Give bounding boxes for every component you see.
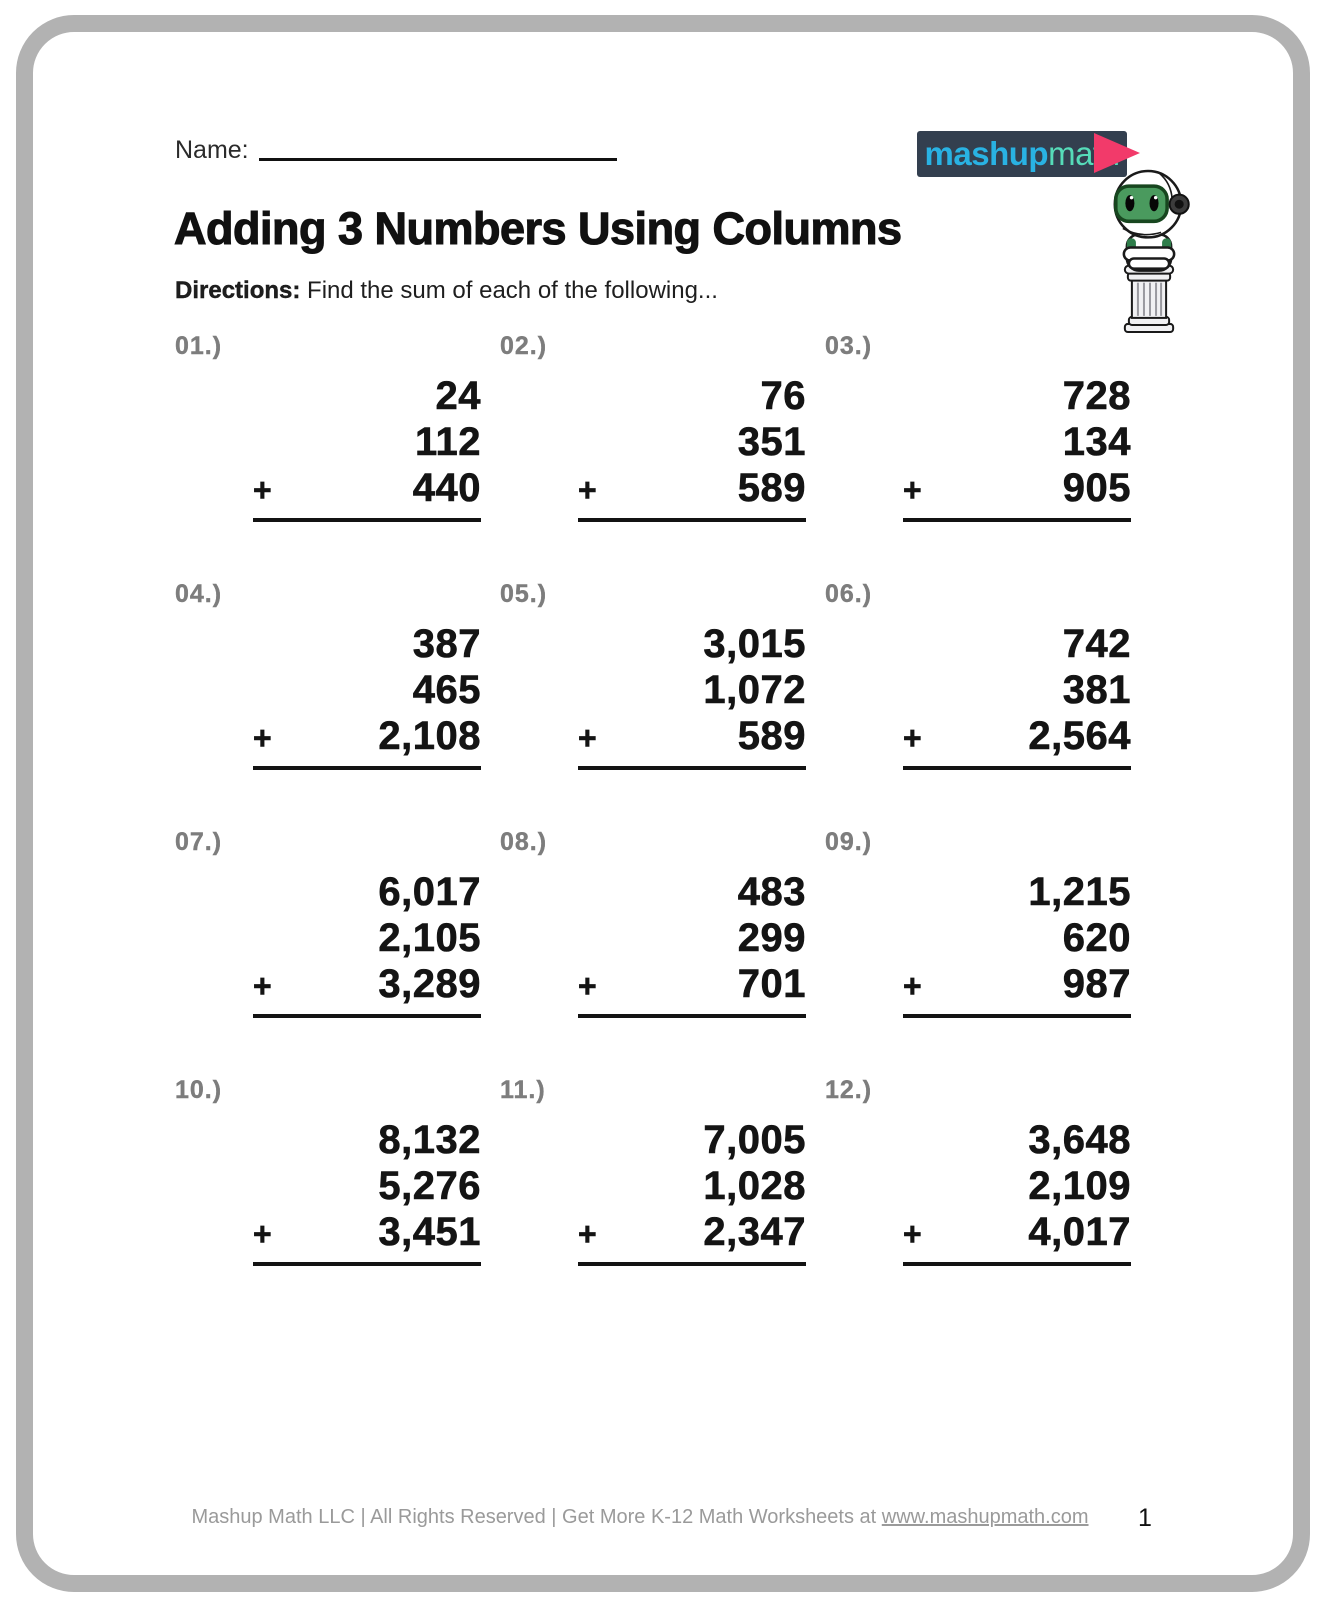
problem-cell — [175, 828, 500, 1076]
problem-body — [903, 869, 1131, 1018]
sum-line-row — [578, 1209, 806, 1266]
addend-3: 3,289 — [378, 962, 481, 1006]
addend-2: 351 — [737, 420, 806, 464]
problem-number: 09.) — [825, 828, 873, 856]
addend-1: 76 — [760, 374, 806, 418]
problem-body — [903, 373, 1131, 522]
problem-number: 05.) — [500, 580, 548, 608]
sum-line-row — [253, 713, 481, 770]
footer — [60, 1506, 1220, 1529]
addend-3: 987 — [1062, 962, 1131, 1006]
addend-2: 2,109 — [1028, 1164, 1131, 1208]
problem-cell — [825, 580, 1150, 828]
addend-3: 2,347 — [703, 1210, 806, 1254]
addend-3: 701 — [737, 962, 806, 1006]
name-label: Name: — [175, 136, 249, 164]
addend-1: 24 — [435, 374, 481, 418]
plus-operator: + — [578, 472, 597, 508]
problem-number: 07.) — [175, 828, 223, 856]
plus-operator: + — [578, 968, 597, 1004]
addend-2: 1,028 — [703, 1164, 806, 1208]
problems-grid — [175, 332, 1150, 1324]
addend-2: 5,276 — [378, 1164, 481, 1208]
plus-operator: + — [578, 1216, 597, 1252]
name-input-line[interactable] — [259, 158, 617, 161]
addend-1: 483 — [737, 870, 806, 914]
addend-3: 3,451 — [378, 1210, 481, 1254]
plus-operator: + — [253, 472, 272, 508]
name-row — [175, 136, 617, 165]
footer-text: Mashup Math LLC | All Rights Reserved | Get More K-12 Math Worksheets at — [191, 1506, 882, 1528]
problem-body — [903, 621, 1131, 770]
problem-number: 10.) — [175, 1076, 223, 1104]
problem-number: 01.) — [175, 332, 223, 360]
addend-2: 299 — [737, 916, 806, 960]
play-triangle-icon — [1094, 133, 1140, 173]
logo-text-math: math — [1048, 135, 1120, 172]
addend-3: 905 — [1062, 466, 1131, 510]
sum-line-row — [903, 465, 1131, 522]
sum-line-row — [578, 713, 806, 770]
problem-number: 06.) — [825, 580, 873, 608]
problem-number: 04.) — [175, 580, 223, 608]
plus-operator: + — [903, 472, 922, 508]
problem-body — [578, 869, 806, 1018]
problem-cell — [500, 1076, 825, 1324]
addend-1: 7,005 — [703, 1118, 806, 1162]
addend-1: 1,215 — [1028, 870, 1131, 914]
problem-number: 12.) — [825, 1076, 873, 1104]
directions — [175, 277, 718, 305]
problem-body — [578, 373, 806, 522]
problem-body — [253, 373, 481, 522]
problem-body — [903, 1117, 1131, 1266]
footer-link[interactable]: www.mashupmath.com — [881, 1506, 1089, 1528]
robot-head — [1115, 171, 1189, 237]
addend-2: 2,105 — [378, 916, 481, 960]
plus-operator: + — [253, 720, 272, 756]
addend-1: 6,017 — [378, 870, 481, 914]
addend-2: 381 — [1062, 668, 1131, 712]
plus-operator: + — [903, 1216, 922, 1252]
problem-body — [253, 621, 481, 770]
robot-mascot-icon — [1098, 168, 1200, 334]
problem-body — [578, 1117, 806, 1266]
addend-1: 728 — [1062, 374, 1131, 418]
plus-operator: + — [903, 720, 922, 756]
sum-line-row — [903, 961, 1131, 1018]
problem-cell — [175, 332, 500, 580]
plus-operator: + — [253, 968, 272, 1004]
problem-number: 02.) — [500, 332, 548, 360]
problem-cell — [500, 580, 825, 828]
addend-3: 2,564 — [1028, 714, 1131, 758]
problem-cell — [825, 332, 1150, 580]
robot-body — [1124, 234, 1174, 270]
sum-line-row — [903, 1209, 1131, 1266]
sum-line-row — [578, 465, 806, 522]
directions-text: Find the sum of each of the following... — [307, 277, 718, 304]
problem-number: 11.) — [500, 1076, 546, 1104]
addend-3: 4,017 — [1028, 1210, 1131, 1254]
addend-3: 440 — [412, 466, 481, 510]
problem-number: 08.) — [500, 828, 548, 856]
addend-1: 3,648 — [1028, 1118, 1131, 1162]
problem-body — [253, 1117, 481, 1266]
addend-1: 387 — [412, 622, 481, 666]
addend-3: 589 — [737, 714, 806, 758]
plus-operator: + — [253, 1216, 272, 1252]
directions-label: Directions: — [175, 277, 301, 304]
addend-2: 465 — [412, 668, 481, 712]
sum-line-row — [253, 961, 481, 1018]
addend-2: 134 — [1062, 420, 1131, 464]
addend-2: 112 — [414, 420, 481, 464]
addend-1: 3,015 — [703, 622, 806, 666]
problem-number: 03.) — [825, 332, 873, 360]
addend-1: 742 — [1062, 622, 1131, 666]
problem-body — [578, 621, 806, 770]
problem-cell — [825, 828, 1150, 1076]
problem-cell — [175, 580, 500, 828]
problem-cell — [500, 828, 825, 1076]
sum-line-row — [578, 961, 806, 1018]
plus-operator: + — [578, 720, 597, 756]
worksheet-title: Adding 3 Numbers Using Columns — [174, 203, 902, 254]
addend-2: 1,072 — [703, 668, 806, 712]
sum-line-row — [253, 465, 481, 522]
plus-operator: + — [903, 968, 922, 1004]
page-number: 1 — [1138, 1504, 1152, 1532]
sum-line-row — [903, 713, 1131, 770]
problem-cell — [500, 332, 825, 580]
problem-cell — [825, 1076, 1150, 1324]
addend-2: 620 — [1062, 916, 1131, 960]
addend-3: 589 — [737, 466, 806, 510]
problem-body — [253, 869, 481, 1018]
problem-cell — [175, 1076, 500, 1324]
logo-text-mashup: mashup — [924, 135, 1049, 172]
addend-1: 8,132 — [378, 1118, 481, 1162]
addend-3: 2,108 — [378, 714, 481, 758]
sum-line-row — [253, 1209, 481, 1266]
